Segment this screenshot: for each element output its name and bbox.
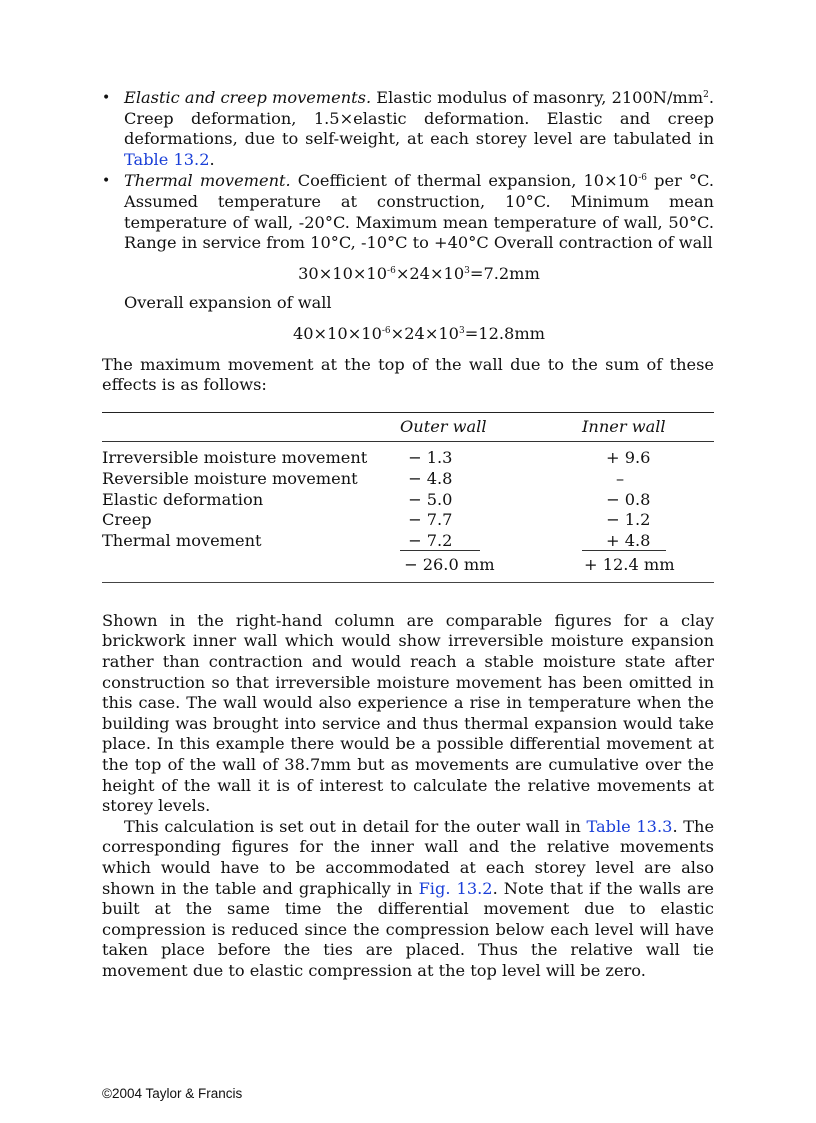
header-inner-wall: Inner wall xyxy=(576,415,714,442)
table-row: Thermal movement − 7.2 + 4.8 xyxy=(102,530,651,550)
contraction-equation: $30\times 10\times 10^{-6}\times 24\times 10^3=7.2mm$ xyxy=(298,263,540,283)
paragraph-1: Shown in the right-hand column are comparable figures for a clay brickwork inner wall which would show irreversible moisture expansion rather than contraction and would reach a stable moisture state after construction so that irreversible moisture movement has been omitted in this case. The wall would also experience a rise in temperature when the building was brought into service and thus thermal expansion would take place. In this example there would be a possible differential movement at the top of the wall of 38.7mm but as movements are cumulative over the height of the wall it is of interest to calculate the relative movements at storey levels. xyxy=(102,610,714,816)
bullet-lead: Elastic and creep movements. xyxy=(124,88,372,107)
table-13-3-link[interactable]: Table 13.3 xyxy=(586,816,673,836)
table-13-2-link[interactable]: Table 13.2 xyxy=(124,149,210,169)
expansion-label: Overall expansion of wall xyxy=(124,293,332,313)
table-row: Creep − 7.7 − 1.2 xyxy=(102,510,651,530)
table-total-row xyxy=(102,551,714,582)
body-text xyxy=(102,611,714,982)
movement-table xyxy=(102,412,714,583)
paragraph-2: This calculation is set out in detail for the outer wall in Table 13.3. The corresponding figures for the inner wall and the relative movements which would have to be accommodated at each storey level are also shown in the table and graphically in Fig. 13.2. Note that if the walls are built at the same time the differential movement due to elastic compression is reduced since the compression below each level will have taken place before the ties are placed. Thus the relative wall tie movement due to elastic compression at the top level will be zero. xyxy=(102,816,715,980)
bullet-lead: Thermal movement. xyxy=(124,171,291,191)
bullet-list xyxy=(102,88,714,254)
total-inner: + 12.4 mm xyxy=(576,555,675,576)
fig-13-2-link[interactable]: Fig. 13.2 xyxy=(418,878,493,898)
header-outer-wall: Outer wall xyxy=(400,415,576,442)
expansion-equation: $40\times 10\times 10^{-6}\times 24\times 10^3=12.8mm$ xyxy=(292,323,546,343)
table-row: Irreversible moisture movement − 1.3 + 9.6 xyxy=(102,448,651,468)
total-outer: − 26.0 mm xyxy=(400,555,495,576)
bullet-thermal: • Thermal movement. Coefficient of thermal expansion, $10\times 10^{-6}$ per °C. Assumed temperature at construction, 10°C. Minimum mean temperature of wall, -20°C. Maximum mean temperature of wall, 50°C. Range in service from 10°C, -10°C to +40°C Overall contraction of wall xyxy=(102,171,714,253)
bullet-icon: • xyxy=(102,90,111,106)
intro-paragraph: The maximum movement at the top of the wall due to the sum of these effects is as follows: xyxy=(102,354,714,395)
table-row: Elastic deformation − 5.0 − 0.8 xyxy=(102,489,651,509)
copyright-footer: ©2004 Taylor & Francis xyxy=(102,1086,243,1101)
bullet-elastic-creep: • Elastic and creep movements. Elastic modulus of masonry, $2100N/mm^2$. Creep deformation, 1.5×elastic deformation. Elastic and creep deformations, due to self-weight, at each storey level are tabulated in Table 13.2. xyxy=(102,88,714,169)
table-row: Reversible moisture movement − 4.8 – xyxy=(102,468,625,488)
table-header-row xyxy=(102,415,714,442)
bullet-icon: • xyxy=(102,173,111,190)
page-content xyxy=(102,88,714,982)
